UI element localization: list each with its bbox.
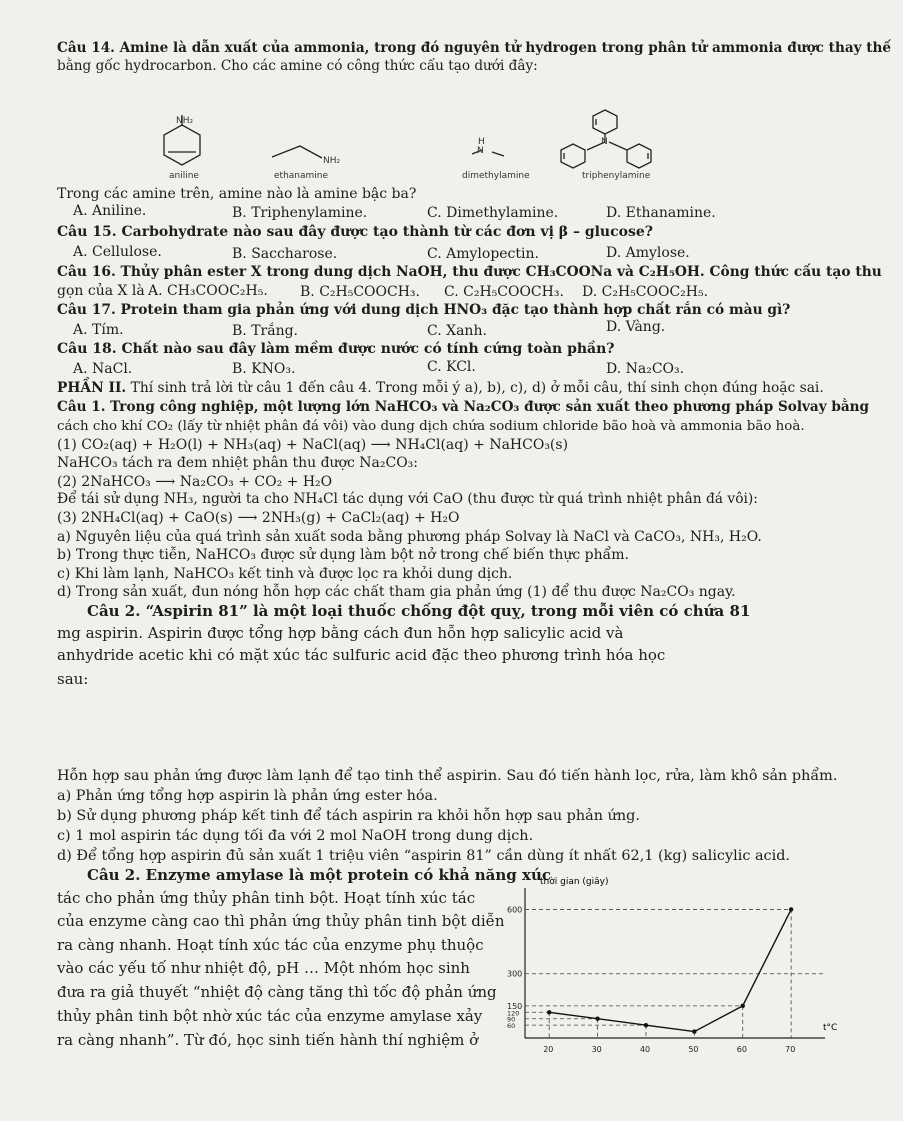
- chart-y-tick-60: 60: [507, 1022, 516, 1031]
- c2-statement-d: d) Để tổng hợp aspirin đủ sản xuất 1 triệu viên “aspirin 81” cần dùng ít nhất 62,1 (kg) salicylic acid.: [57, 848, 790, 864]
- chart-series-line: [549, 909, 791, 1031]
- chart-point-40: [644, 1023, 648, 1027]
- dimethylamine-h: H: [478, 137, 485, 147]
- c1-eq3: (3) 2NH₄Cl(aq) + CaO(s) ⟶ 2NH₃(g) + CaCl₂(aq) + H₂O: [57, 510, 460, 526]
- chart-x-tick-50: 50: [688, 1045, 699, 1054]
- c2b-line8: ra càng nhanh”. Từ đó, học sinh tiến hành thí nghiệm ở: [57, 1031, 479, 1049]
- chart-point-60: [741, 1004, 745, 1008]
- chart-y-tick-300: 300: [507, 969, 523, 979]
- q17-option-b: B. Trắng.: [232, 323, 298, 339]
- c2b-line4: ra càng nhanh. Hoạt tính xúc tác của enzyme phụ thuộc: [57, 936, 484, 954]
- q15-option-b: B. Saccharose.: [232, 246, 338, 262]
- c1-eq2: (2) 2NaHCO₃ ⟶ Na₂CO₃ + CO₂ + H₂O: [57, 474, 333, 490]
- part2-heading: PHẦN II.: [57, 380, 127, 396]
- chart-y-tick-90: 90: [507, 1015, 516, 1024]
- q16-option-c: C. C₂H₅COOCH₃.: [444, 284, 564, 300]
- chart-y-tick-600: 600: [507, 905, 523, 915]
- aniline-group: NH₂: [176, 116, 194, 126]
- aniline-name: aniline: [169, 171, 199, 181]
- chart-point-70: [789, 907, 793, 911]
- chart-x-tick-30: 30: [591, 1045, 602, 1054]
- c1-statement-c: c) Khi làm lạnh, NaHCO₃ kết tinh và được lọc ra khỏi dung dịch.: [57, 566, 513, 582]
- c1-eq1: (1) CO₂(aq) + H₂O(l) + NH₃(aq) + NaCl(aq) ⟶ NH₄Cl(aq) + NaHCO₃(s): [57, 437, 569, 453]
- ethanamine-group: NH₂: [323, 156, 341, 166]
- q14-question: Trong các amine trên, amine nào là amine bậc ba?: [57, 186, 417, 202]
- chart-point-30: [595, 1017, 599, 1021]
- q17-text: Câu 17. Protein tham gia phản ứng với dung dịch HNO₃ đặc tạo thành hợp chất rắn có màu gì?: [57, 302, 791, 318]
- q14-option-c: C. Dimethylamine.: [427, 205, 559, 221]
- dimethylamine-name: dimethylamine: [462, 171, 530, 181]
- q17-option-d: D. Vàng.: [606, 319, 666, 335]
- q18-option-d: D. Na₂CO₃.: [606, 361, 685, 377]
- q18-option-b: B. KNO₃.: [232, 361, 296, 377]
- c1-line2: cách cho khí CO₂ (lấy từ nhiệt phân đá vôi) vào dung dịch chứa sodium chloride bão hoà và ammonia bão hoà.: [57, 419, 805, 434]
- q15-option-d: D. Amylose.: [606, 245, 690, 261]
- chart-x-tick-40: 40: [639, 1045, 651, 1054]
- c2-statement-a: a) Phản ứng tổng hợp aspirin là phản ứng ester hóa.: [57, 788, 438, 804]
- c2-statement-c: c) 1 mol aspirin tác dụng tối đa với 2 mol NaOH trong dung dịch.: [57, 828, 534, 844]
- c1-statement-b: b) Trong thực tiễn, NaHCO₃ được sử dụng làm bột nở trong chế biến thực phẩm.: [57, 547, 629, 563]
- c1-eq1-note: NaHCO₃ tách ra đem nhiệt phân thu được Na₂CO₃:: [57, 455, 418, 471]
- part2-intro: Thí sinh trả lời từ câu 1 đến câu 4. Trong mỗi ý a), b), c), d) ở mỗi câu, thí sinh chọn đúng hoặc sai.: [126, 380, 824, 396]
- chart-x-label: t°C: [823, 1023, 838, 1033]
- c2b-line5: vào các yếu tố như nhiệt độ, pH … Một nhóm học sinh: [57, 959, 470, 977]
- c2-line2: mg aspirin. Aspirin được tổng hợp bằng cách đun hỗn hợp salicylic acid và: [57, 624, 624, 642]
- q16-line1: Câu 16. Thủy phân ester X trong dung dịch NaOH, thu được CH₃COONa và C₂H₅OH. Công thức cấu tạo thu: [57, 264, 882, 280]
- triphenylamine-structure: [555, 108, 665, 170]
- q16-option-d: D. C₂H₅COOC₂H₅.: [582, 284, 709, 300]
- triphenylamine-n: N: [601, 137, 608, 147]
- q18-option-a: A. NaCl.: [73, 361, 133, 377]
- chart-point-20: [547, 1010, 551, 1014]
- q16-option-a: A. CH₃COOC₂H₅.: [148, 283, 268, 299]
- q15-option-a: A. Cellulose.: [73, 244, 162, 260]
- chart-x-tick-20: 20: [543, 1045, 554, 1054]
- dimethylamine-structure: [460, 140, 530, 165]
- chart-point-50: [692, 1029, 696, 1033]
- chart-marks: [507, 905, 825, 1054]
- q14-line1: Câu 14. Amine là dẫn xuất của ammonia, trong đó nguyên tử hydrogen trong phân tử ammonia được thay thế: [57, 40, 892, 56]
- c1-eq2-note: Để tái sử dụng NH₃, người ta cho NH₄Cl tác dụng với CaO (thu được từ quá trình nhiệt phân đá vôi):: [57, 491, 758, 507]
- chart-y-tick-120: 120: [507, 1009, 520, 1018]
- c2-after: Hỗn hợp sau phản ứng được làm lạnh để tạo tinh thể aspirin. Sau đó tiến hành lọc, rửa, làm khô sản phẩm.: [57, 768, 838, 784]
- q14-option-d: D. Ethanamine.: [606, 205, 716, 221]
- c2-line4: sau:: [57, 670, 89, 688]
- c1-statement-a: a) Nguyên liệu của quá trình sản xuất soda bằng phương pháp Solvay là NaCl và CaCO₃, NH₃, H₂O.: [57, 529, 762, 545]
- c2-line3: anhydride acetic khi có mặt xúc tác sulfuric acid đặc theo phương trình hóa học: [57, 646, 666, 664]
- c2b-line3: của enzyme càng cao thì phản ứng thủy phân tinh bột diễn: [57, 912, 505, 930]
- c1-statement-d: d) Trong sản xuất, đun nóng hỗn hợp các chất tham gia phản ứng (1) để thu được Na₂CO₃ ngay.: [57, 584, 736, 600]
- part2-intro-line: [57, 380, 824, 397]
- q18-option-c: C. KCl.: [427, 359, 476, 375]
- q14-line2: bằng gốc hydrocarbon. Cho các amine có công thức cấu tạo dưới đây:: [57, 58, 538, 74]
- q16-line2-prefix: gọn của X là: [57, 283, 145, 299]
- q17-option-a: A. Tím.: [73, 322, 124, 338]
- q14-option-a: A. Aniline.: [73, 203, 147, 219]
- c2b-line7: thủy phân tinh bột nhờ xúc tác của enzyme amylase xảy: [57, 1007, 483, 1025]
- q16-option-b: B. C₂H₅COOCH₃.: [300, 284, 420, 300]
- chart-y-label: thời gian (giây): [540, 877, 609, 887]
- c2b-line2: tác cho phản ứng thủy phân tinh bột. Hoạt tính xúc tác: [57, 889, 476, 907]
- q15-text: Câu 15. Carbohydrate nào sau đây được tạo thành từ các đơn vị β – glucose?: [57, 224, 653, 240]
- ethanamine-name: ethanamine: [274, 171, 329, 181]
- chart-x-tick-60: 60: [736, 1045, 747, 1054]
- temperature-time-chart: [485, 868, 865, 1068]
- c2b-line6: đưa ra giả thuyết “nhiệt độ càng tăng thì tốc độ phản ứng: [57, 983, 497, 1001]
- q17-option-c: C. Xanh.: [427, 323, 487, 339]
- c1-line1: Câu 1. Trong công nghiệp, một lượng lớn NaHCO₃ và Na₂CO₃ được sản xuất theo phương pháp Solvay bằng: [57, 399, 870, 415]
- c2-statement-b: b) Sử dụng phương pháp kết tinh để tách aspirin ra khỏi hỗn hợp sau phản ứng.: [57, 808, 640, 824]
- triphenylamine-name: triphenylamine: [582, 171, 651, 181]
- dimethylamine-n: N: [477, 146, 484, 156]
- q18-text: Câu 18. Chất nào sau đây làm mềm được nước có tính cứng toàn phần?: [57, 341, 615, 357]
- q14-option-b: B. Triphenylamine.: [232, 205, 368, 221]
- c2-line1: Câu 2. “Aspirin 81” là một loại thuốc chống đột quỵ, trong mỗi viên có chứa 81: [87, 602, 751, 620]
- chart-x-tick-70: 70: [785, 1045, 796, 1054]
- q15-option-c: C. Amylopectin.: [427, 246, 539, 262]
- chart-y-tick-150: 150: [507, 1001, 523, 1011]
- c2b-line1: Câu 2. Enzyme amylase là một protein có khả năng xúc: [87, 866, 551, 884]
